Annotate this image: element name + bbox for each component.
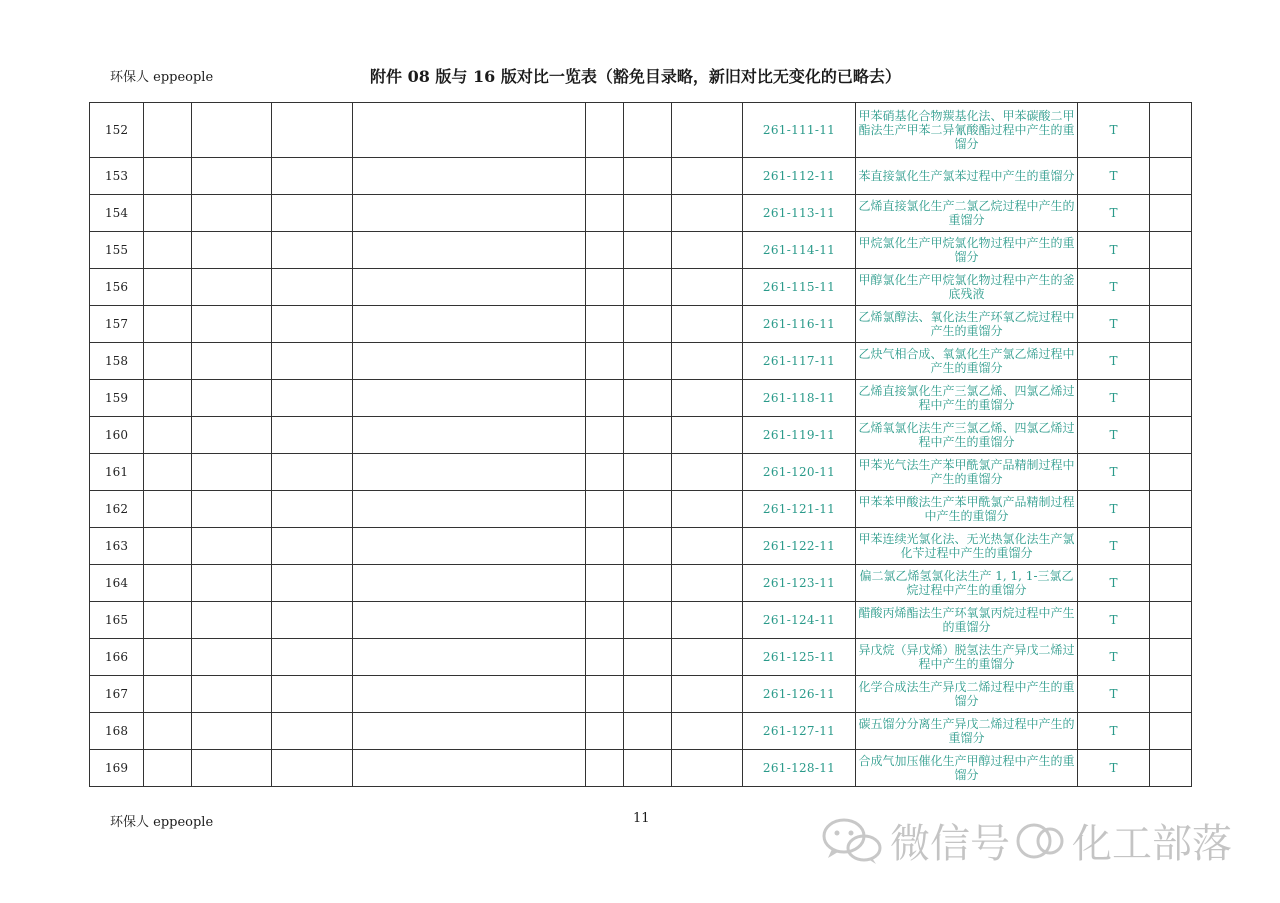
empty-cell [672, 639, 743, 676]
table-row [90, 158, 1192, 195]
waste-description: 异戊烷（异戊烯）脱氢法生产异戊二烯过程中产生的重馏分 [856, 639, 1078, 676]
hazard-category: T [1078, 676, 1150, 713]
empty-cell [272, 232, 353, 269]
empty-cell [192, 602, 272, 639]
hazard-category: T [1078, 565, 1150, 602]
empty-cell [586, 565, 624, 602]
waste-description: 甲苯硝基化合物羰基化法、甲苯碳酸二甲酯法生产甲苯二异氰酸酯过程中产生的重馏分 [856, 103, 1078, 158]
row-number: 165 [90, 602, 144, 639]
waste-description: 甲醇氯化生产甲烷氯化物过程中产生的釜底残液 [856, 269, 1078, 306]
row-number: 157 [90, 306, 144, 343]
empty-cell [192, 380, 272, 417]
empty-cell [353, 343, 586, 380]
row-number: 154 [90, 195, 144, 232]
hazard-category: T [1078, 380, 1150, 417]
empty-cell [144, 380, 192, 417]
row-number: 158 [90, 343, 144, 380]
empty-cell [624, 269, 672, 306]
empty-cell [624, 454, 672, 491]
waste-code: 261-127-11 [743, 713, 856, 750]
hazard-category: T [1078, 454, 1150, 491]
empty-cell [586, 158, 624, 195]
empty-cell [272, 380, 353, 417]
waste-code: 261-119-11 [743, 417, 856, 454]
table-row [90, 343, 1192, 380]
footer-left-label: 环保人 eppeople [110, 815, 214, 830]
empty-cell [1150, 103, 1192, 158]
table-row [90, 602, 1192, 639]
empty-cell [353, 306, 586, 343]
empty-cell [192, 528, 272, 565]
empty-cell [144, 565, 192, 602]
waste-code: 261-125-11 [743, 639, 856, 676]
empty-cell [586, 713, 624, 750]
empty-cell [353, 380, 586, 417]
waste-description: 乙炔气相合成、氧氯化生产氯乙烯过程中产生的重馏分 [856, 343, 1078, 380]
empty-cell [144, 750, 192, 787]
empty-cell [353, 103, 586, 158]
row-number: 166 [90, 639, 144, 676]
hazard-category: T [1078, 232, 1150, 269]
table-row [90, 750, 1192, 787]
table-row [90, 676, 1192, 713]
table-row [90, 528, 1192, 565]
table-row [90, 380, 1192, 417]
empty-cell [672, 676, 743, 713]
row-number: 161 [90, 454, 144, 491]
empty-cell [144, 491, 192, 528]
empty-cell [272, 639, 353, 676]
watermark [820, 812, 1232, 869]
empty-cell [624, 343, 672, 380]
empty-cell [624, 491, 672, 528]
empty-cell [144, 306, 192, 343]
empty-cell [672, 269, 743, 306]
hazard-category: T [1078, 306, 1150, 343]
empty-cell [586, 491, 624, 528]
empty-cell [672, 195, 743, 232]
empty-cell [624, 750, 672, 787]
comparison-table [89, 102, 1192, 787]
empty-cell [624, 528, 672, 565]
empty-cell [353, 750, 586, 787]
empty-cell [624, 195, 672, 232]
waste-description: 乙烯氧氯化法生产三氯乙烯、四氯乙烯过程中产生的重馏分 [856, 417, 1078, 454]
empty-cell [586, 528, 624, 565]
waste-code: 261-120-11 [743, 454, 856, 491]
hazard-category: T [1078, 195, 1150, 232]
waste-description: 碳五馏分分离生产异戊二烯过程中产生的重馏分 [856, 713, 1078, 750]
waste-code: 261-121-11 [743, 491, 856, 528]
waste-code: 261-117-11 [743, 343, 856, 380]
row-number: 168 [90, 713, 144, 750]
empty-cell [144, 195, 192, 232]
empty-cell [272, 602, 353, 639]
waste-code: 261-118-11 [743, 380, 856, 417]
waste-description: 偏二氯乙烯氢氯化法生产 1, 1, 1-三氯乙烷过程中产生的重馏分 [856, 565, 1078, 602]
empty-cell [144, 232, 192, 269]
empty-cell [624, 103, 672, 158]
watermark-suffix: 化工部落 [1072, 821, 1232, 867]
empty-cell [272, 269, 353, 306]
empty-cell [192, 343, 272, 380]
empty-cell [192, 158, 272, 195]
empty-cell [672, 602, 743, 639]
row-number: 167 [90, 676, 144, 713]
hazard-category: T [1078, 528, 1150, 565]
empty-cell [624, 306, 672, 343]
empty-cell [144, 454, 192, 491]
waste-code: 261-115-11 [743, 269, 856, 306]
empty-cell [144, 158, 192, 195]
empty-cell [624, 565, 672, 602]
empty-cell [192, 195, 272, 232]
waste-code: 261-124-11 [743, 602, 856, 639]
empty-cell [586, 750, 624, 787]
row-number: 155 [90, 232, 144, 269]
hazard-category: T [1078, 713, 1150, 750]
empty-cell [672, 528, 743, 565]
row-number: 152 [90, 103, 144, 158]
waste-code: 261-111-11 [743, 103, 856, 158]
row-number: 162 [90, 491, 144, 528]
table-row [90, 269, 1192, 306]
empty-cell [1150, 565, 1192, 602]
empty-cell [353, 491, 586, 528]
empty-cell [624, 602, 672, 639]
empty-cell [586, 380, 624, 417]
empty-cell [586, 269, 624, 306]
empty-cell [672, 454, 743, 491]
empty-cell [272, 491, 353, 528]
page-title: 附件 08 版与 16 版对比一览表（豁免目录略，新旧对比无变化的已略去） [370, 67, 901, 86]
waste-description: 甲苯光气法生产苯甲酰氯产品精制过程中产生的重馏分 [856, 454, 1078, 491]
waste-code: 261-126-11 [743, 676, 856, 713]
empty-cell [353, 269, 586, 306]
empty-cell [272, 195, 353, 232]
empty-cell [353, 565, 586, 602]
row-number: 160 [90, 417, 144, 454]
empty-cell [144, 676, 192, 713]
waste-description: 乙烯直接氯化生产二氯乙烷过程中产生的重馏分 [856, 195, 1078, 232]
empty-cell [144, 528, 192, 565]
hazard-category: T [1078, 158, 1150, 195]
empty-cell [144, 639, 192, 676]
empty-cell [672, 158, 743, 195]
empty-cell [672, 565, 743, 602]
empty-cell [1150, 639, 1192, 676]
empty-cell [624, 639, 672, 676]
empty-cell [353, 195, 586, 232]
empty-cell [1150, 195, 1192, 232]
empty-cell [353, 417, 586, 454]
empty-cell [1150, 491, 1192, 528]
empty-cell [624, 713, 672, 750]
empty-cell [272, 454, 353, 491]
empty-cell [192, 232, 272, 269]
empty-cell [1150, 417, 1192, 454]
hazard-category: T [1078, 750, 1150, 787]
waste-description: 甲苯苯甲酸法生产苯甲酰氯产品精制过程中产生的重馏分 [856, 491, 1078, 528]
row-number: 156 [90, 269, 144, 306]
empty-cell [672, 491, 743, 528]
waste-description: 醋酸丙烯酯法生产环氧氯丙烷过程中产生的重馏分 [856, 602, 1078, 639]
empty-cell [192, 103, 272, 158]
empty-cell [192, 269, 272, 306]
empty-cell [1150, 528, 1192, 565]
empty-cell [586, 454, 624, 491]
table-row [90, 232, 1192, 269]
row-number: 169 [90, 750, 144, 787]
empty-cell [144, 269, 192, 306]
hazard-category: T [1078, 417, 1150, 454]
waste-description: 甲苯连续光氯化法、无光热氯化法生产氯化苄过程中产生的重馏分 [856, 528, 1078, 565]
table-row [90, 417, 1192, 454]
empty-cell [1150, 380, 1192, 417]
empty-cell [272, 528, 353, 565]
empty-cell [1150, 343, 1192, 380]
empty-cell [586, 676, 624, 713]
empty-cell [672, 232, 743, 269]
empty-cell [353, 454, 586, 491]
hazard-category: T [1078, 639, 1150, 676]
empty-cell [1150, 676, 1192, 713]
empty-cell [192, 306, 272, 343]
watermark-prefix: 微信号 [890, 821, 1010, 867]
empty-cell [192, 454, 272, 491]
empty-cell [192, 713, 272, 750]
table-row [90, 103, 1192, 158]
empty-cell [353, 158, 586, 195]
empty-cell [272, 306, 353, 343]
header-left-label: 环保人 eppeople [110, 70, 214, 85]
empty-cell [586, 195, 624, 232]
empty-cell [353, 232, 586, 269]
empty-cell [672, 750, 743, 787]
table-row [90, 713, 1192, 750]
hazard-category: T [1078, 491, 1150, 528]
empty-cell [144, 602, 192, 639]
waste-code: 261-113-11 [743, 195, 856, 232]
table-row [90, 565, 1192, 602]
row-number: 153 [90, 158, 144, 195]
hazard-category: T [1078, 103, 1150, 158]
empty-cell [624, 158, 672, 195]
empty-cell [144, 417, 192, 454]
waste-description: 合成气加压催化生产甲醇过程中产生的重馏分 [856, 750, 1078, 787]
empty-cell [272, 565, 353, 602]
waste-code: 261-114-11 [743, 232, 856, 269]
empty-cell [586, 602, 624, 639]
empty-cell [672, 713, 743, 750]
empty-cell [272, 676, 353, 713]
empty-cell [192, 639, 272, 676]
table-row [90, 195, 1192, 232]
waste-description: 甲烷氯化生产甲烷氯化物过程中产生的重馏分 [856, 232, 1078, 269]
waste-code: 261-123-11 [743, 565, 856, 602]
empty-cell [192, 417, 272, 454]
table-row [90, 454, 1192, 491]
empty-cell [672, 103, 743, 158]
empty-cell [1150, 232, 1192, 269]
empty-cell [624, 380, 672, 417]
empty-cell [586, 639, 624, 676]
empty-cell [1150, 269, 1192, 306]
account-logo-icon [1014, 818, 1068, 864]
empty-cell [353, 713, 586, 750]
table-row [90, 639, 1192, 676]
empty-cell [272, 103, 353, 158]
empty-cell [672, 417, 743, 454]
empty-cell [1150, 454, 1192, 491]
empty-cell [586, 232, 624, 269]
empty-cell [586, 306, 624, 343]
waste-code: 261-128-11 [743, 750, 856, 787]
page-number: 11 [633, 811, 650, 826]
empty-cell [1150, 602, 1192, 639]
row-number: 159 [90, 380, 144, 417]
empty-cell [586, 417, 624, 454]
empty-cell [586, 343, 624, 380]
empty-cell [353, 676, 586, 713]
empty-cell [1150, 306, 1192, 343]
waste-description: 乙烯氯醇法、氧化法生产环氧乙烷过程中产生的重馏分 [856, 306, 1078, 343]
empty-cell [1150, 158, 1192, 195]
empty-cell [672, 380, 743, 417]
empty-cell [272, 158, 353, 195]
empty-cell [1150, 750, 1192, 787]
empty-cell [624, 676, 672, 713]
empty-cell [192, 676, 272, 713]
table-row [90, 306, 1192, 343]
empty-cell [144, 103, 192, 158]
empty-cell [144, 713, 192, 750]
empty-cell [353, 639, 586, 676]
empty-cell [272, 713, 353, 750]
waste-code: 261-116-11 [743, 306, 856, 343]
empty-cell [1150, 713, 1192, 750]
table-row [90, 491, 1192, 528]
empty-cell [192, 491, 272, 528]
row-number: 164 [90, 565, 144, 602]
waste-code: 261-112-11 [743, 158, 856, 195]
hazard-category: T [1078, 269, 1150, 306]
waste-description: 化学合成法生产异戊二烯过程中产生的重馏分 [856, 676, 1078, 713]
wechat-icon [820, 816, 884, 866]
empty-cell [353, 528, 586, 565]
hazard-category: T [1078, 602, 1150, 639]
hazard-category: T [1078, 343, 1150, 380]
waste-code: 261-122-11 [743, 528, 856, 565]
empty-cell [586, 103, 624, 158]
empty-cell [192, 750, 272, 787]
empty-cell [144, 343, 192, 380]
empty-cell [353, 602, 586, 639]
waste-description: 乙烯直接氯化生产三氯乙烯、四氯乙烯过程中产生的重馏分 [856, 380, 1078, 417]
empty-cell [272, 750, 353, 787]
empty-cell [624, 232, 672, 269]
empty-cell [272, 343, 353, 380]
empty-cell [192, 565, 272, 602]
empty-cell [672, 306, 743, 343]
waste-description: 苯直接氯化生产氯苯过程中产生的重馏分 [856, 158, 1078, 195]
row-number: 163 [90, 528, 144, 565]
empty-cell [624, 417, 672, 454]
empty-cell [672, 343, 743, 380]
empty-cell [272, 417, 353, 454]
